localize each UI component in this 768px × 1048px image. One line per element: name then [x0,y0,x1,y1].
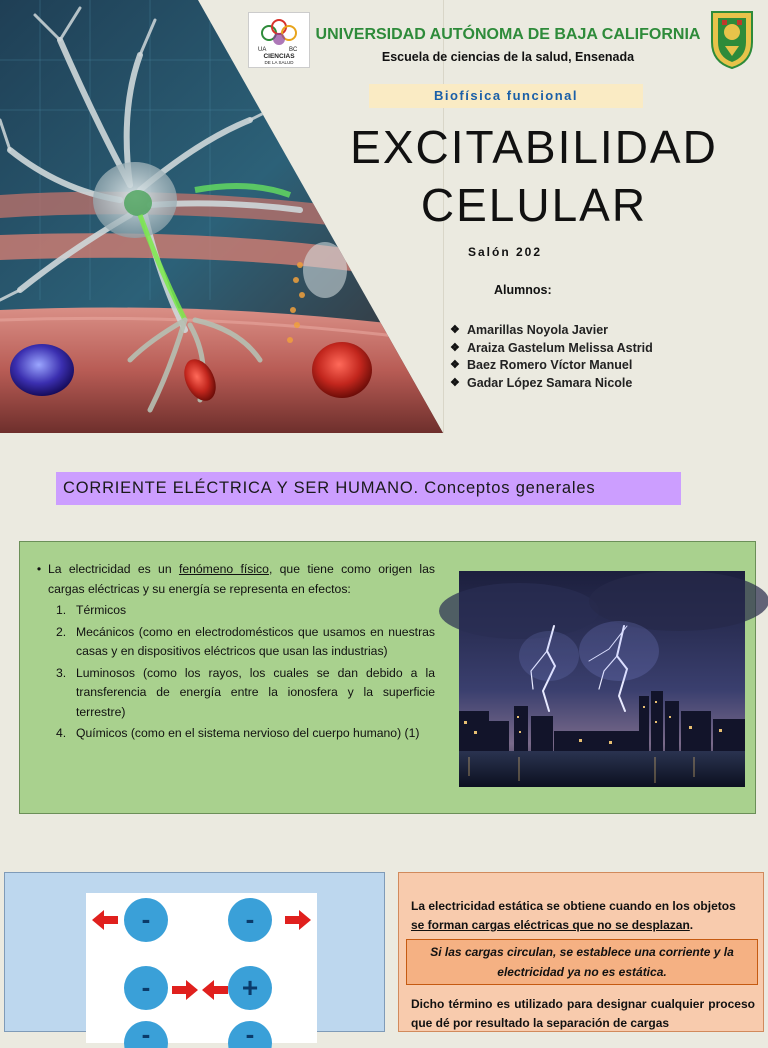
lightning-city-photo [459,571,745,787]
svg-text:UA: UA [258,47,267,53]
concept-text [30,560,435,746]
student-item: ❖ Amarillas Noyola Javier [450,322,653,340]
charge-sign: - [141,972,151,1002]
students-list [450,322,653,392]
diamond-bullet-icon: ❖ [450,324,460,336]
charge-sign: + [241,972,259,1003]
current-note: Si las cargas circulan, se establece una corriente y la electricidad ya no es estática. [406,939,758,985]
page-title [300,118,768,234]
concept-box [19,541,756,814]
charge-sign: - [141,904,151,934]
title-card [0,0,768,433]
phenomenon-link[interactable]: fenómeno físico [178,562,269,576]
student-item: ❖ Gadar López Samara Nicole [450,375,653,393]
attract-arrow-right-icon [172,980,198,1000]
diamond-bullet-icon: ❖ [450,376,460,389]
diamond-bullet-icon: ❖ [450,341,460,354]
svg-text:DE LA SALUD: DE LA SALUD [264,60,294,65]
charges-panel [4,872,385,1048]
course-name: Biofísica funcional [369,84,643,108]
bullet-icon: • [36,562,42,576]
school-name: Escuela de ciencias de la salud, Ensenada [381,50,635,64]
charge-sign: - [245,1019,255,1048]
charges-diagram [86,893,317,1048]
effect-item: 2. Mecánicos (como en electrodomésticos que usamos en nuestras casas y en dispositivos eléctricos que usan las industrias) [56,624,435,658]
school-logo [248,12,310,68]
repel-arrow-right-icon [285,910,311,930]
effect-item: 3. Luminosos (como los rayos, los cuales se dan debido a la transferencia de energía entre la ionosfera y la superficie terrestre) [56,665,435,719]
title-line-2: CELULAR [420,179,648,231]
effects-list [56,601,435,744]
attract-arrow-left-icon [202,980,228,1000]
svg-text:BC: BC [289,47,298,53]
university-crest-icon [708,8,756,70]
student-item: ❖ Araiza Gastelum Melissa Astrid [450,340,653,358]
university-name: UNIVERSIDAD AUTÓNOMA DE BAJA CALIFORNIA [315,26,701,43]
effect-item: 4. Químicos (como en el sistema nervioso del cuerpo humano) (1) [56,726,420,740]
repel-arrow-left-icon [92,910,118,930]
diamond-bullet-icon: ❖ [450,359,460,371]
room-label: Salón 202 [467,245,543,259]
static-electricity-panel [398,872,764,1032]
charge-sign: - [141,1019,151,1048]
section-title: CORRIENTE ELÉCTRICA Y SER HUMANO. Conceptos generales [56,472,681,505]
charge-sign: - [245,904,255,934]
intro-paragraph: • La electricidad es un fenómeno físico, que tiene como origen las cargas eléctricas y su energía se representa en efectos: [30,560,435,599]
students-heading: Alumnos: [494,283,552,297]
svg-text:CIENCIAS: CIENCIAS [263,53,295,60]
title-line-1: EXCITABILIDAD [350,121,718,173]
student-item: ❖ Baez Romero Víctor Manuel [450,357,653,375]
effect-item: 1. Térmicos [56,603,127,617]
static-term-paragraph: Dicho término es utilizado para designar cualquier proceso que dé por resultado la separación de cargas [411,997,755,1030]
static-definition: La electricidad estática se obtiene cuando en los objetos se forman cargas eléctricas que no se desplazan. [411,899,736,932]
